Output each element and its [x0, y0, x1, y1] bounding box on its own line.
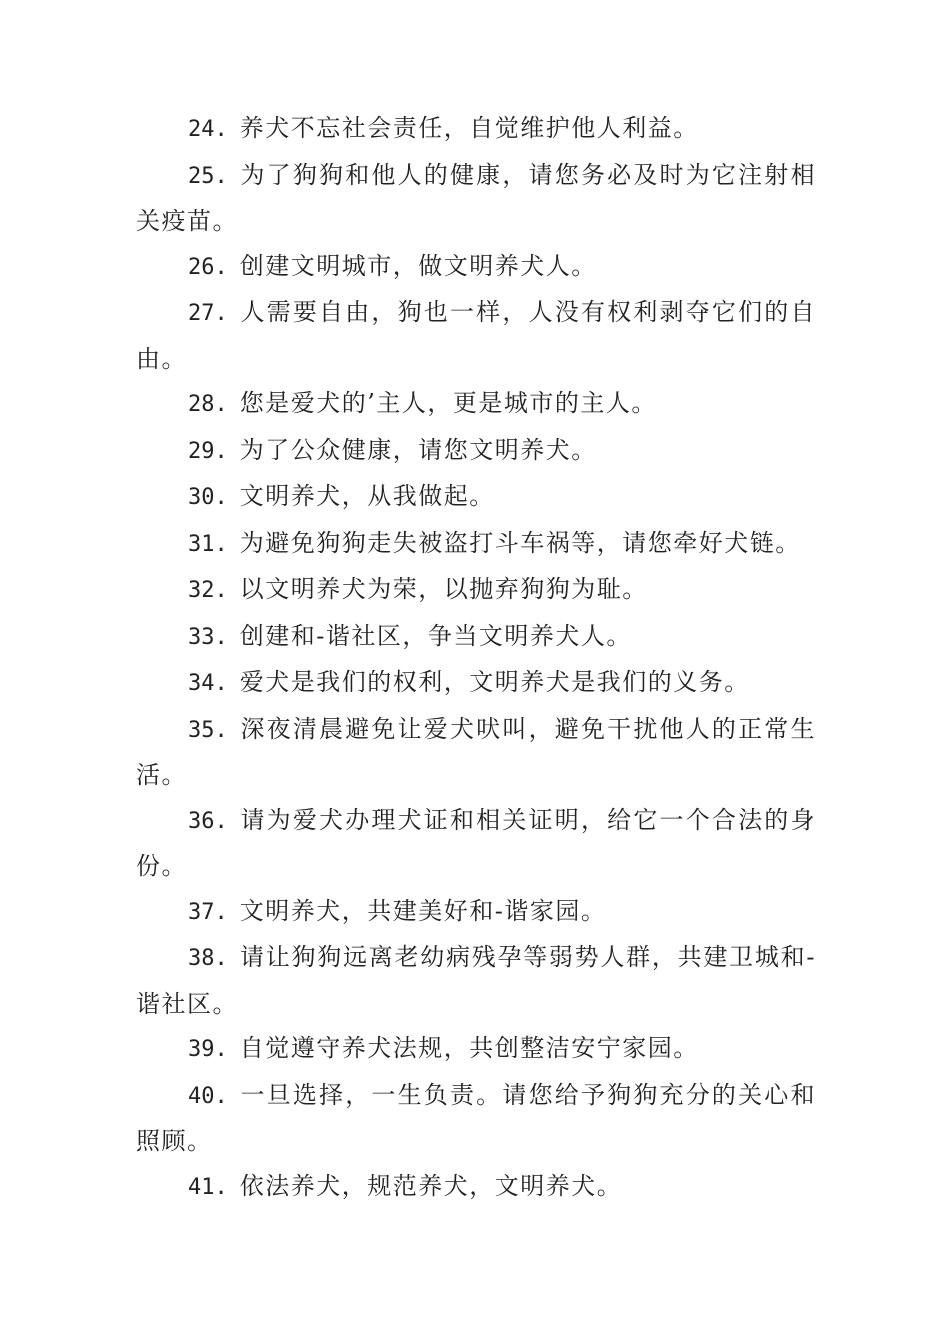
list-item: [136, 1164, 816, 1211]
list-item: [136, 614, 816, 661]
item-text: 一旦选择，一生负责。请您给予狗狗充分的关心和照顾。: [136, 1080, 816, 1155]
list-item: [136, 521, 816, 568]
item-text: 养犬不忘社会责任，自觉维护他人利益。: [239, 114, 699, 142]
item-number: 41.: [188, 1174, 228, 1200]
list-item: [136, 707, 816, 798]
list-item: [136, 381, 816, 428]
item-text: 以文明养犬为荣，以抛弃狗狗为耻。: [239, 575, 648, 603]
item-number: 30.: [188, 485, 228, 510]
item-text: 依法养犬，规范养犬，文明养犬。: [239, 1171, 623, 1200]
list-item: [136, 660, 816, 707]
item-text: 文明养犬，从我做起。: [239, 482, 495, 510]
list-item: [136, 1026, 816, 1073]
document-body: [136, 106, 816, 1210]
list-item: [136, 153, 816, 244]
item-text: 为了公众健康，请您文明养犬。: [239, 435, 597, 464]
list-item: [136, 290, 816, 381]
list-item: [136, 106, 816, 153]
item-text: 请为爱犬办理犬证和相关证明，给它一个合法的身份。: [136, 805, 816, 880]
list-item: [136, 798, 816, 889]
item-text: 为避免狗狗走失被盗打斗车祸等，请您牵好犬链。: [239, 528, 801, 557]
list-item: [136, 935, 816, 1026]
item-text: 您是爱犬的’主人，更是城市的主人。: [239, 389, 657, 417]
item-number: 39.: [188, 1037, 228, 1062]
list-item: [136, 889, 816, 936]
item-text: 自觉遵守养犬法规，共创整洁安宁家园。: [239, 1034, 699, 1062]
item-text: 创建文明城市，做文明养犬人。: [239, 251, 597, 280]
item-number: 25.: [188, 163, 228, 189]
item-text: 人需要自由，狗也一样，人没有权利剥夺它们的自由。: [136, 298, 816, 373]
item-number: 37.: [188, 899, 228, 925]
item-number: 35.: [188, 717, 228, 743]
list-item: [136, 428, 816, 475]
list-item: [136, 244, 816, 291]
item-number: 40.: [188, 1083, 228, 1109]
item-text: 爱犬是我们的权利，文明养犬是我们的义务。: [239, 668, 750, 696]
item-number: 38.: [188, 946, 228, 971]
item-number: 28.: [188, 392, 228, 417]
item-number: 33.: [188, 624, 228, 650]
item-text: 为了狗狗和他人的健康，请您务必及时为它注射相关疫苗。: [136, 160, 816, 235]
item-number: 36.: [188, 808, 228, 834]
item-text: 创建和-谐社区，争当文明养犬人。: [239, 621, 632, 650]
item-number: 31.: [188, 531, 228, 557]
item-number: 32.: [188, 578, 228, 603]
item-text: 深夜清晨避免让爱犬吠叫，避免干扰他人的正常生活。: [136, 714, 816, 789]
item-number: 24.: [188, 117, 228, 142]
item-number: 26.: [188, 254, 228, 280]
list-item: [136, 567, 816, 614]
item-number: 29.: [188, 438, 228, 464]
item-text: 请让狗狗远离老幼病残孕等弱势人群，共建卫城和-谐社区。: [136, 943, 816, 1018]
item-text: 文明养犬，共建美好和-谐家园。: [239, 896, 607, 925]
item-number: 34.: [188, 671, 228, 696]
list-item: [136, 474, 816, 521]
list-item: [136, 1073, 816, 1164]
item-number: 27.: [188, 301, 228, 326]
